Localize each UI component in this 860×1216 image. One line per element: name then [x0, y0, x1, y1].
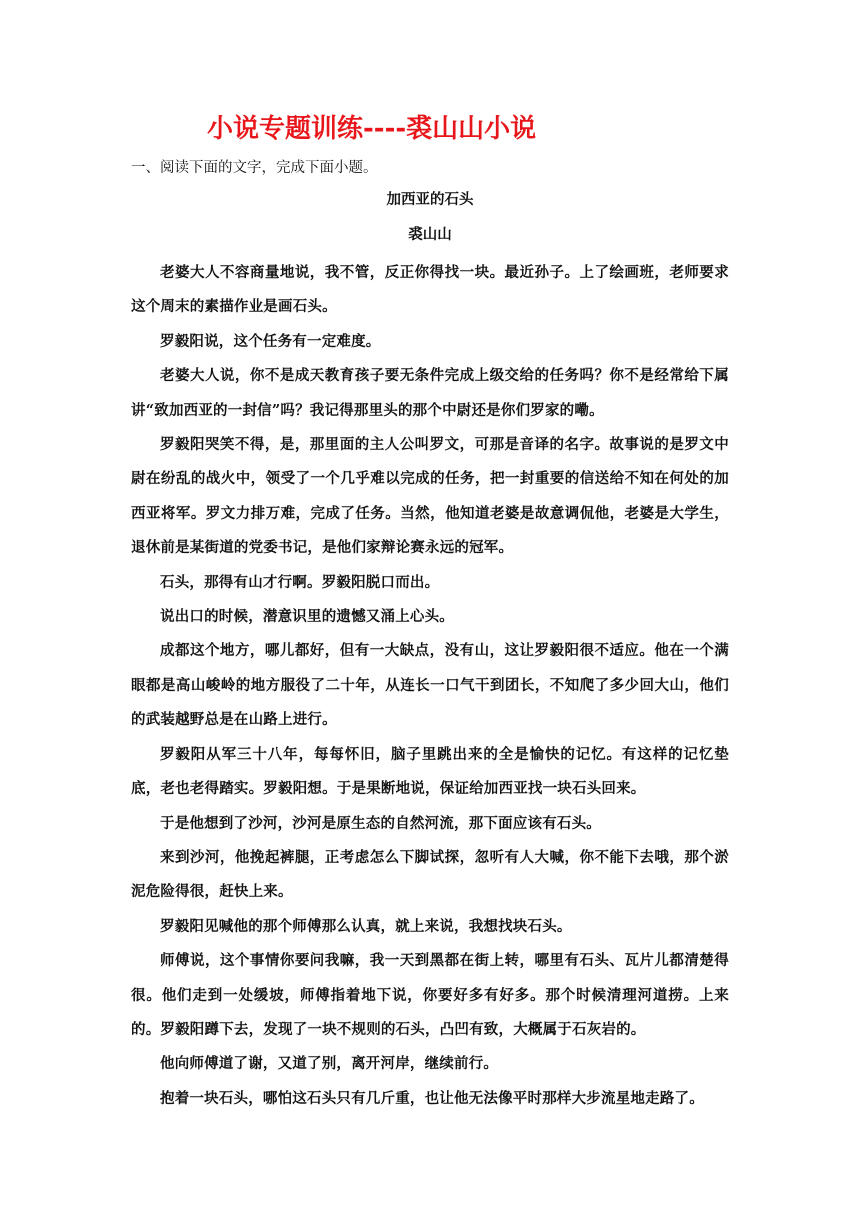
section-heading: 一、阅读下面的文字，完成下面小题。 — [131, 160, 378, 176]
paragraph: 师傅说，这个事情你要问我嘛，我一天到黑都在街上转，哪里有石头、瓦片儿都清楚得很。他们走到一处缓坡，师傅指着地下说，你要好多有好多。那个时候清理河道捞。上来的。罗毅阳蹲下去，发现了一块不规则的石头，凸凹有致，大概属于石灰岩的。 — [131, 952, 729, 1038]
paragraph: 说出口的时候，潜意识里的遗憾又涌上心头。 — [160, 608, 454, 626]
paragraph: 罗毅阳见喊他的那个师傅那么认真，就上来说，我想找块石头。 — [160, 917, 572, 935]
paragraph: 来到沙河，他挽起裤腿，正考虑怎么下脚试探，忽听有人大喊，你不能下去哦，那个淤泥危险得很，赶快上来。 — [131, 848, 729, 901]
paragraph: 罗毅阳哭笑不得，是，那里面的主人公叫罗文，可那是音译的名字。故事说的是罗文中尉在纷乱的战火中，领受了一个几乎难以完成的任务，把一封重要的信送给不知在何处的加西亚将军。罗文力排万难，完成了任务。当然，他知道老婆是故意调侃他，老婆是大学生，退休前是某街道的党委书记，是他们家辩论赛永远的冠军。 — [131, 436, 729, 557]
document-title: 小说专题训练----裘山山小说 — [207, 114, 537, 144]
paragraph: 石头，那得有山才行啊。罗毅阳脱口而出。 — [160, 573, 440, 591]
story-author: 裘山山 — [408, 226, 452, 243]
paragraph: 老婆大人说，你不是成天教育孩子要无条件完成上级交给的任务吗？你不是经常给下属讲“致加西亚的一封信”吗？我记得那里头的那个中尉还是你们罗家的嘞。 — [131, 367, 729, 419]
paragraph: 罗毅阳说，这个任务有一定难度。 — [160, 332, 381, 350]
paragraph: 于是他想到了沙河，沙河是原生态的自然河流，那下面应该有石头。 — [160, 814, 601, 832]
story-title: 加西亚的石头 — [386, 191, 474, 208]
paragraph: 抱着一块石头，哪怕这石头只有几斤重，也让他无法像平时那样大步流星地走路了。 — [160, 1089, 704, 1107]
paragraph: 成都这个地方，哪儿都好，但有一大缺点，没有山，这让罗毅阳很不适应。他在一个满眼都是高山峻岭的地方服役了二十年，从连长一口气干到团长，不知爬了多少回大山，他们的武装越野总是在山路上进行。 — [131, 642, 729, 729]
paragraph: 他向师傅道了谢，又道了别，离开河岸，继续前行。 — [160, 1055, 499, 1073]
story-body — [131, 256, 729, 1116]
paragraph: 罗毅阳从军三十八年，每每怀旧，脑子里跳出来的全是愉快的记忆。有这样的记忆垫底，老也老得踏实。罗毅阳想。于是果断地说，保证给加西亚找一块石头回来。 — [131, 745, 729, 798]
paragraph: 老婆大人不容商量地说，我不管，反正你得找一块。最近孙子。上了绘画班，老师要求这个周末的素描作业是画石头。 — [131, 264, 729, 316]
